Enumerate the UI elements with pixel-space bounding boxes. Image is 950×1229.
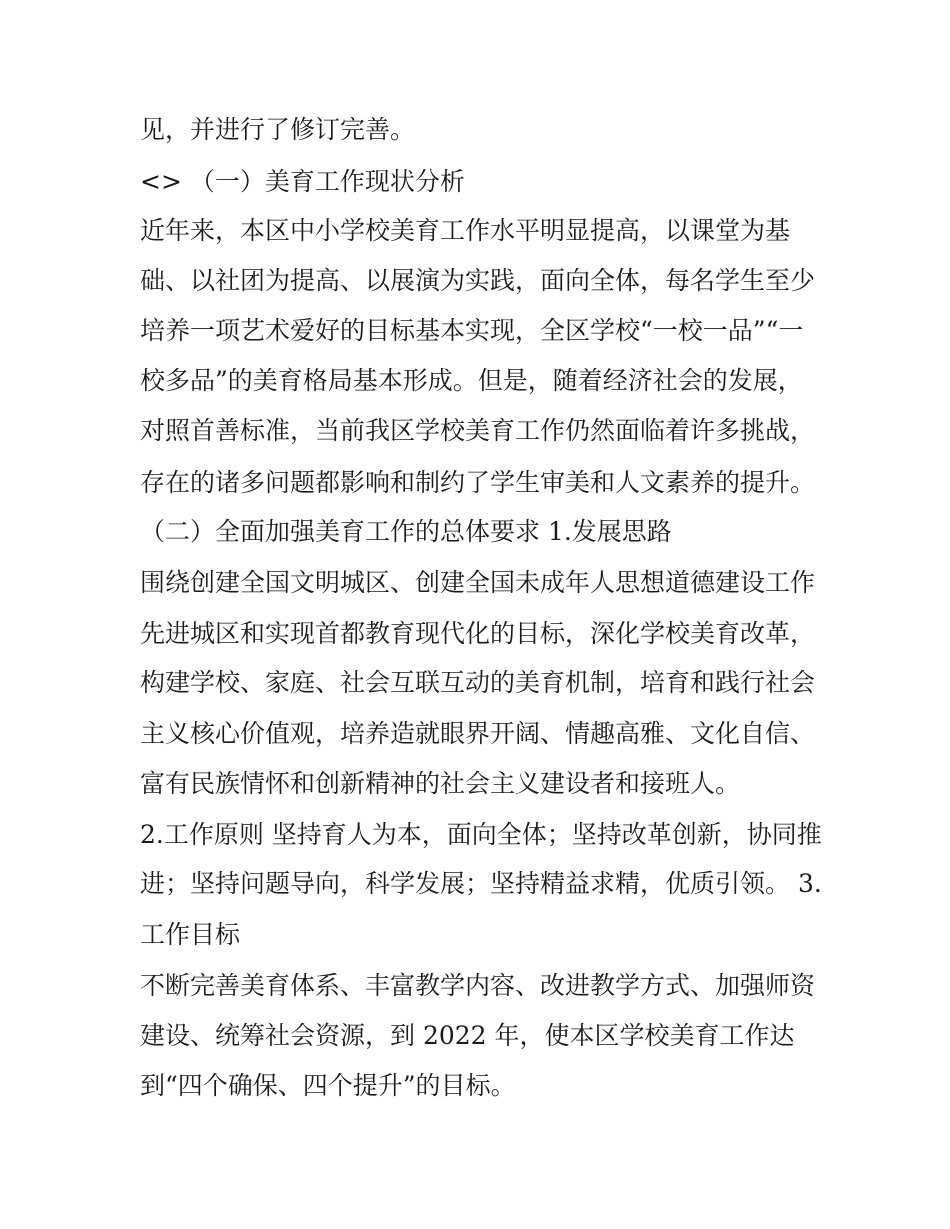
text-line-20: 到“四个确保、四个提升”的目标。 — [140, 1071, 516, 1100]
text-line-18: 不断完善美育体系、丰富教学内容、改进教学方式、加强师资 — [140, 971, 816, 1000]
text-line-3: 近年来，本区中小学校美育工作水平明显提高，以课堂为基 — [140, 216, 791, 245]
text-line-7: 对照首善标准，当前我区学校美育工作仍然面临着许多挑战， — [140, 416, 816, 445]
text-line-17: 工作目标 — [140, 920, 241, 949]
text-line-19: 建设、统筹社会资源，到 2022 年，使本区学校美育工作达 — [140, 1021, 795, 1050]
text-line-1: 见，并进行了修订完善。 — [140, 115, 416, 144]
text-line-5: 培养一项艺术爱好的目标基本实现，全区学校“一校一品”“一 — [140, 316, 804, 345]
text-line-10: 围绕创建全国文明城区、创建全国未成年人思想道德建设工作 — [140, 568, 816, 597]
section-heading-2: （二）全面加强美育工作的总体要求 1.发展思路 — [140, 517, 672, 546]
text-line-13: 主义核心价值观，培养造就眼界开阔、情趣高雅、文化自信、 — [140, 719, 816, 748]
text-line-4: 础、以社团为提高、以展演为实践，面向全体，每名学生至少 — [140, 266, 816, 295]
text-line-11: 先进城区和实现首都教育现代化的目标，深化学校美育改革， — [140, 619, 816, 648]
text-line-12: 构建学校、家庭、社会互联互动的美育机制，培育和践行社会 — [140, 668, 816, 697]
text-line-14: 富有民族情怀和创新精神的社会主义建设者和接班人。 — [140, 769, 741, 798]
text-line-8: 存在的诸多问题都影响和制约了学生审美和人文素养的提升。 — [140, 468, 816, 497]
text-line-15: 2.工作原则 坚持育人为本，面向全体；坚持改革创新，协同推 — [140, 820, 822, 849]
text-line-6: 校多品”的美育格局基本形成。但是，随着经济社会的发展， — [140, 366, 803, 395]
text-line-16: 进；坚持问题导向，科学发展；坚持精益求精，优质引领。 3. — [140, 869, 822, 898]
section-heading-1: <> （一）美育工作现状分析 — [140, 167, 465, 196]
